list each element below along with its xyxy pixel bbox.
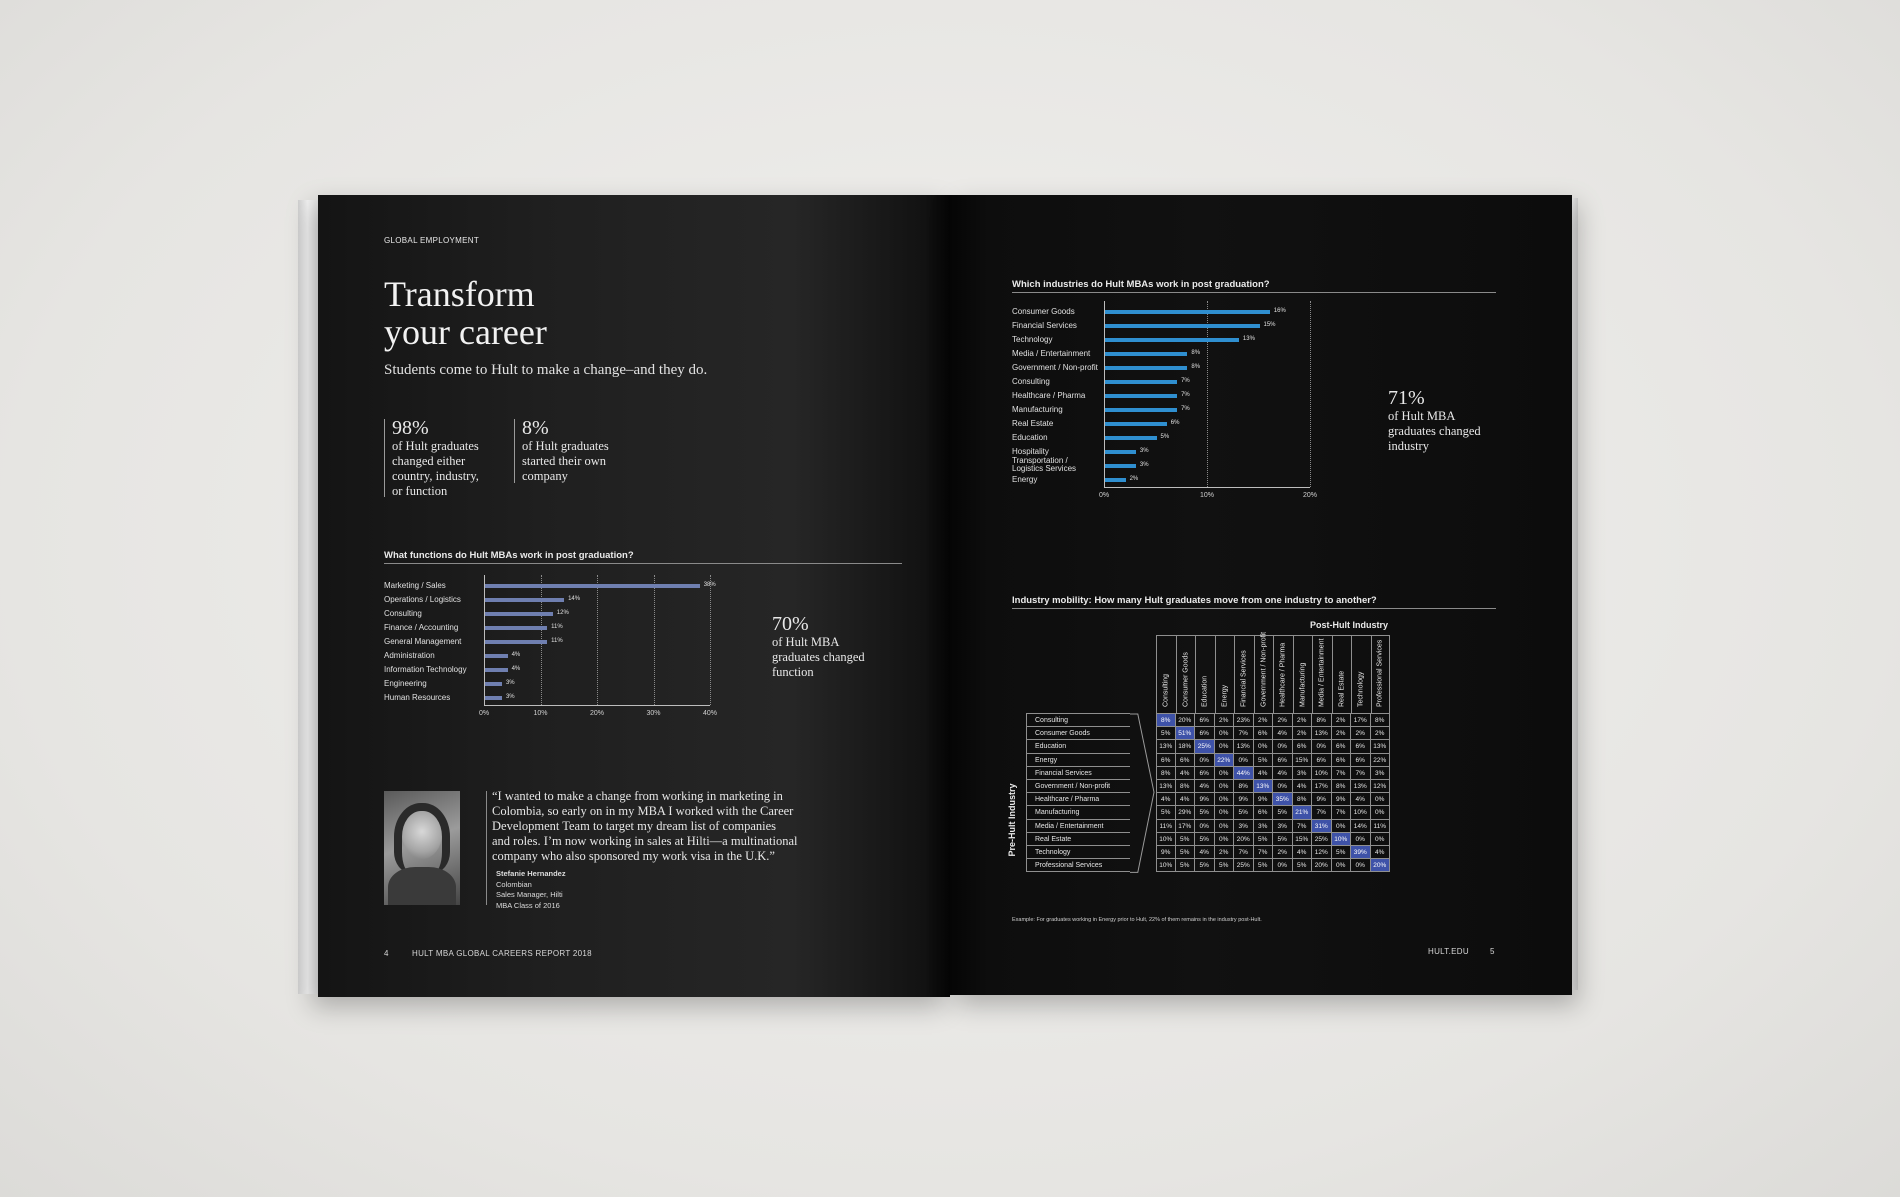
- bar-value-label: 38%: [703, 582, 716, 588]
- bar-value-label: 3%: [1139, 462, 1149, 468]
- footer-report-title: HULT MBA GLOBAL CAREERS REPORT 2018: [412, 949, 592, 958]
- bar: [1105, 394, 1177, 398]
- bar-category-label: Consulting: [384, 609, 422, 618]
- matrix-cell: 2%: [1215, 714, 1235, 727]
- bar-category-label: Education: [1012, 433, 1048, 442]
- bar-category-label: Financial Services: [1012, 321, 1077, 330]
- bar: [1105, 366, 1187, 370]
- bar-value-label: 3%: [1139, 448, 1149, 454]
- matrix-cell: 11%: [1371, 820, 1391, 833]
- matrix-cell: 12%: [1371, 780, 1391, 793]
- grid-line: [710, 575, 711, 705]
- grid-line: [1207, 301, 1208, 487]
- matrix-cell: 2%: [1351, 727, 1371, 740]
- matrix-cell: 10%: [1156, 833, 1176, 846]
- matrix-cell: 2%: [1293, 727, 1313, 740]
- matrix-cell: 0%: [1215, 793, 1235, 806]
- matrix-cell: 31%: [1312, 820, 1332, 833]
- bar-value-label: 11%: [551, 638, 563, 644]
- matrix-cell: 4%: [1273, 727, 1293, 740]
- matrix-cell: 4%: [1254, 767, 1274, 780]
- matrix-cell: 0%: [1195, 754, 1215, 767]
- matrix-column-label: Healthcare / Pharma: [1279, 642, 1287, 707]
- matrix-row-label: Energy: [1026, 754, 1130, 767]
- matrix-column-header: [1156, 635, 1176, 713]
- matrix-cell: 5%: [1332, 846, 1352, 859]
- matrix-cell: 44%: [1234, 767, 1254, 780]
- matrix-cell: 6%: [1195, 714, 1215, 727]
- matrix-cell: 6%: [1176, 754, 1196, 767]
- bar-category-label: Human Resources: [384, 693, 451, 702]
- matrix-column-label: Professional Services: [1376, 639, 1384, 707]
- matrix-cell: 8%: [1156, 714, 1176, 727]
- x-tick-label: 0%: [478, 710, 490, 717]
- matrix-cell: 8%: [1156, 767, 1176, 780]
- matrix-cell: 5%: [1234, 806, 1254, 819]
- matrix-cell: 4%: [1195, 846, 1215, 859]
- matrix-row-label: Healthcare / Pharma: [1026, 793, 1130, 806]
- bar: [485, 696, 502, 700]
- bar-value-label: 4%: [511, 666, 521, 672]
- bar-value-label: 4%: [511, 652, 521, 658]
- matrix-cell: 0%: [1215, 833, 1235, 846]
- bar: [485, 682, 502, 686]
- matrix-row-label: Government / Non-profit: [1026, 780, 1130, 793]
- matrix-cell: 17%: [1312, 780, 1332, 793]
- mobility-heading: Industry mobility: How many Hult graduates move from one industry to another?: [1012, 595, 1377, 606]
- matrix-cell: 0%: [1215, 780, 1235, 793]
- bar: [1105, 422, 1167, 426]
- matrix-cell: 0%: [1332, 859, 1352, 872]
- matrix-cell: 6%: [1254, 727, 1274, 740]
- bar-category-label: Government / Non-profit: [1012, 363, 1098, 372]
- x-tick-label: 10%: [533, 710, 548, 717]
- matrix-column-header: [1273, 635, 1293, 713]
- bar-value-label: 12%: [556, 610, 569, 616]
- footer-page-number: 5: [1490, 947, 1495, 956]
- matrix-cell: 9%: [1312, 793, 1332, 806]
- functions-callout: 70% of Hult MBA graduates changed function: [772, 613, 865, 679]
- matrix-cell: 17%: [1176, 820, 1196, 833]
- matrix-cell: 8%: [1312, 714, 1332, 727]
- pre-hult-label: Pre-Hult Industry: [1007, 783, 1017, 857]
- matrix-cell: 4%: [1371, 846, 1391, 859]
- matrix-column-label: Financial Services: [1240, 650, 1248, 707]
- matrix-cell: 10%: [1332, 833, 1352, 846]
- bracket-line: [1130, 714, 1154, 872]
- matrix-cell: 5%: [1195, 833, 1215, 846]
- matrix-column-header: [1312, 635, 1332, 713]
- heading-rule: [1012, 292, 1496, 293]
- matrix-cell: 0%: [1273, 859, 1293, 872]
- matrix-cell: 0%: [1215, 806, 1235, 819]
- matrix-cell: 6%: [1312, 754, 1332, 767]
- matrix-column-header: [1176, 635, 1196, 713]
- matrix-column-header: [1234, 635, 1254, 713]
- matrix-cell: 13%: [1351, 780, 1371, 793]
- matrix-cell: 8%: [1371, 714, 1391, 727]
- bar-category-label: Healthcare / Pharma: [1012, 391, 1086, 400]
- bar-category-label: Marketing / Sales: [384, 581, 446, 590]
- bar-category-label: Media / Entertainment: [1012, 349, 1091, 358]
- matrix-cell: 15%: [1293, 833, 1313, 846]
- matrix-column-header: [1371, 635, 1391, 713]
- bar-value-label: 7%: [1181, 392, 1190, 398]
- matrix-cell: 15%: [1293, 754, 1313, 767]
- matrix-cell: 2%: [1332, 727, 1352, 740]
- matrix-cell: 4%: [1273, 767, 1293, 780]
- x-axis-line: [484, 705, 710, 706]
- matrix-cell: 13%: [1156, 780, 1176, 793]
- matrix-cell: 3%: [1234, 820, 1254, 833]
- matrix-cell: 4%: [1176, 767, 1196, 780]
- matrix-column-header: [1254, 631, 1274, 713]
- bar: [485, 584, 700, 588]
- matrix-cell: 0%: [1371, 793, 1391, 806]
- matrix-column-label: Technology: [1357, 671, 1365, 707]
- bar-value-label: 7%: [1181, 406, 1190, 412]
- matrix-cell: 0%: [1234, 754, 1254, 767]
- matrix-cell: 7%: [1332, 806, 1352, 819]
- matrix-cell: 2%: [1273, 846, 1293, 859]
- matrix-cell: 5%: [1273, 806, 1293, 819]
- matrix-cell: 35%: [1273, 793, 1293, 806]
- matrix-cell: 25%: [1195, 740, 1215, 753]
- matrix-column-header: [1351, 635, 1371, 713]
- matrix-cell: 5%: [1254, 754, 1274, 767]
- matrix-cell: 0%: [1351, 859, 1371, 872]
- page-subtitle: Students come to Hult to make a change–and they do.: [384, 362, 708, 378]
- industries-chart: [1012, 301, 1372, 551]
- bar-value-label: 6%: [1170, 420, 1180, 426]
- matrix-cell: 0%: [1351, 833, 1371, 846]
- testimonial-attribution: Stefanie Hernandez Colombian Sales Manager, Hilti MBA Class of 2016: [496, 869, 566, 910]
- matrix-cell: 6%: [1351, 754, 1371, 767]
- matrix-cell: 20%: [1176, 714, 1196, 727]
- hair-shape: [394, 803, 450, 873]
- matrix-cell: 5%: [1293, 859, 1313, 872]
- matrix-cell: 4%: [1176, 793, 1196, 806]
- matrix-row-label: Manufacturing: [1026, 806, 1130, 819]
- bar-category-label: General Management: [384, 637, 462, 646]
- testimonial-quote: “I wanted to make a change from working in marketing in Colombia, so early on in my MBA I worked with the Career Development Team to target my dream list of companies and roles. I’m now working in sales at Hilti—a multinational company who also sponsored my work visa in the U.K.”: [492, 789, 798, 863]
- x-tick-label: 0%: [1098, 492, 1110, 499]
- matrix-cell: 51%: [1176, 727, 1196, 740]
- grid-line: [597, 575, 598, 705]
- matrix-cell: 4%: [1195, 780, 1215, 793]
- x-tick-label: 10%: [1199, 492, 1215, 499]
- matrix-cell: 20%: [1371, 859, 1391, 872]
- bar-category-label: Transportation / Logistics Services: [1012, 456, 1077, 473]
- matrix-row-label: Professional Services: [1026, 859, 1130, 872]
- matrix-cell: 4%: [1293, 846, 1313, 859]
- matrix-column-label: Media / Entertainment: [1318, 638, 1326, 707]
- industries-chart-heading: Which industries do Hult MBAs work in post graduation?: [1012, 279, 1270, 290]
- bar: [1105, 408, 1177, 412]
- matrix-cell: 6%: [1254, 806, 1274, 819]
- bar-value-label: 3%: [505, 680, 515, 686]
- matrix-column-label: Consulting: [1162, 673, 1170, 707]
- quote-divider: [486, 791, 487, 905]
- matrix-cell: 6%: [1332, 740, 1352, 753]
- matrix-row-label: Media / Entertainment: [1026, 820, 1130, 833]
- bar-value-label: 7%: [1181, 378, 1190, 384]
- matrix-column-label: Consumer Goods: [1182, 652, 1190, 707]
- matrix-cell: 3%: [1371, 767, 1391, 780]
- bar-value-label: 2%: [1129, 476, 1139, 482]
- matrix-cell: 3%: [1293, 767, 1313, 780]
- matrix-row-label: Real Estate: [1026, 833, 1130, 846]
- matrix-row-label: Financial Services: [1026, 767, 1130, 780]
- bar-category-label: Finance / Accounting: [384, 623, 459, 632]
- grid-line: [654, 575, 655, 705]
- matrix-cell: 11%: [1156, 820, 1176, 833]
- matrix-cell: 25%: [1234, 859, 1254, 872]
- heading-rule: [1012, 608, 1496, 609]
- matrix-cell: 0%: [1332, 820, 1352, 833]
- matrix-cell: 6%: [1156, 754, 1176, 767]
- matrix-cell: 10%: [1312, 767, 1332, 780]
- bar: [1105, 380, 1177, 384]
- bar-category-label: Consulting: [1012, 377, 1050, 386]
- grid-line: [1310, 301, 1311, 487]
- matrix-cell: 5%: [1176, 833, 1196, 846]
- matrix-cell: 17%: [1351, 714, 1371, 727]
- matrix-cell: 6%: [1351, 740, 1371, 753]
- matrix-cell: 2%: [1215, 846, 1235, 859]
- matrix-cell: 0%: [1195, 820, 1215, 833]
- x-tick-label: 20%: [589, 710, 605, 717]
- bar: [1105, 310, 1270, 314]
- matrix-cell: 20%: [1234, 833, 1254, 846]
- bar-value-label: 14%: [568, 596, 581, 602]
- heading-rule: [384, 563, 902, 564]
- matrix-cell: 10%: [1156, 859, 1176, 872]
- matrix-cell: 2%: [1254, 714, 1274, 727]
- bar: [1105, 352, 1187, 356]
- matrix-cell: 3%: [1273, 820, 1293, 833]
- industries-callout: 71% of Hult MBA graduates changed industry: [1388, 387, 1481, 453]
- matrix-cell: 6%: [1332, 754, 1352, 767]
- stat-98: 98% of Hult graduates changed either country, industry, or function: [392, 417, 479, 498]
- matrix-cell: 2%: [1273, 714, 1293, 727]
- x-tick-label: 40%: [702, 710, 718, 717]
- x-tick-label: 30%: [646, 710, 661, 717]
- bar: [485, 612, 553, 616]
- matrix-cell: 0%: [1215, 740, 1235, 753]
- matrix-cell: 7%: [1332, 767, 1352, 780]
- bar: [485, 598, 564, 602]
- x-tick-label: 20%: [1302, 492, 1318, 499]
- matrix-cell: 5%: [1254, 859, 1274, 872]
- matrix-cell: 0%: [1215, 767, 1235, 780]
- matrix-column-label: Energy: [1221, 684, 1229, 707]
- bar-category-label: Technology: [1012, 335, 1053, 344]
- bar: [1105, 450, 1136, 454]
- matrix-cell: 25%: [1312, 833, 1332, 846]
- bar-category-label: Engineering: [384, 679, 427, 688]
- matrix-row-label: Technology: [1026, 846, 1130, 859]
- bar-category-label: Information Technology: [384, 665, 467, 674]
- matrix-column-header: [1293, 635, 1313, 713]
- matrix-column-header: [1195, 635, 1215, 713]
- bar: [1105, 436, 1157, 440]
- bar-category-label: Real Estate: [1012, 419, 1054, 428]
- matrix-cell: 6%: [1195, 767, 1215, 780]
- bar-value-label: 15%: [1263, 322, 1276, 328]
- matrix-column-header: [1215, 635, 1235, 713]
- bar: [485, 640, 547, 644]
- matrix-cell: 5%: [1195, 859, 1215, 872]
- matrix-cell: 0%: [1254, 740, 1274, 753]
- matrix-column-label: Government / Non-profit: [1260, 631, 1268, 707]
- matrix-cell: 13%: [1156, 740, 1176, 753]
- bar-value-label: 5%: [1160, 434, 1170, 440]
- stat-divider: [514, 419, 515, 483]
- x-axis-line: [1104, 487, 1310, 488]
- matrix-cell: 7%: [1293, 820, 1313, 833]
- matrix-cell: 12%: [1312, 846, 1332, 859]
- matrix-cell: 18%: [1176, 740, 1196, 753]
- matrix-cell: 23%: [1234, 714, 1254, 727]
- matrix-cell: 2%: [1293, 714, 1313, 727]
- matrix-cell: 5%: [1176, 859, 1196, 872]
- matrix-cell: 7%: [1312, 806, 1332, 819]
- matrix-column-label: Real Estate: [1338, 670, 1346, 707]
- footer-site: HULT.EDU: [1428, 947, 1469, 956]
- bar-value-label: 8%: [1191, 364, 1201, 370]
- matrix-row-label: Consulting: [1026, 714, 1130, 727]
- matrix-cell: 0%: [1215, 820, 1235, 833]
- matrix-cell: 9%: [1254, 793, 1274, 806]
- matrix-cell: 6%: [1195, 727, 1215, 740]
- post-hult-label: Post-Hult Industry: [1310, 620, 1388, 630]
- matrix-cell: 13%: [1371, 740, 1391, 753]
- matrix-cell: 0%: [1371, 833, 1391, 846]
- bar-value-label: 3%: [505, 694, 515, 700]
- matrix-cell: 5%: [1195, 806, 1215, 819]
- matrix-cell: 22%: [1215, 754, 1235, 767]
- matrix-cell: 13%: [1234, 740, 1254, 753]
- matrix-cell: 0%: [1215, 727, 1235, 740]
- matrix-cell: 4%: [1156, 793, 1176, 806]
- bar-category-label: Energy: [1012, 475, 1038, 484]
- matrix-cell: 5%: [1156, 806, 1176, 819]
- bar: [485, 654, 508, 658]
- matrix-cell: 9%: [1195, 793, 1215, 806]
- bar: [485, 626, 547, 630]
- bar: [1105, 338, 1239, 342]
- matrix-cell: 6%: [1293, 740, 1313, 753]
- matrix-cell: 9%: [1156, 846, 1176, 859]
- bar: [1105, 324, 1260, 328]
- matrix-cell: 2%: [1371, 727, 1391, 740]
- bar-category-label: Consumer Goods: [1012, 307, 1075, 316]
- matrix-cell: 5%: [1176, 846, 1196, 859]
- matrix-cell: 8%: [1234, 780, 1254, 793]
- matrix-cell: 4%: [1351, 793, 1371, 806]
- matrix-cell: 0%: [1312, 740, 1332, 753]
- matrix-cell: 8%: [1176, 780, 1196, 793]
- matrix-cell: 22%: [1371, 754, 1391, 767]
- shoulders-shape: [388, 867, 456, 905]
- matrix-cell: 5%: [1254, 833, 1274, 846]
- bar-value-label: 16%: [1273, 308, 1286, 314]
- matrix-cell: 0%: [1273, 780, 1293, 793]
- matrix-cell: 8%: [1293, 793, 1313, 806]
- matrix-cell: 0%: [1273, 740, 1293, 753]
- matrix-column-label: Manufacturing: [1299, 662, 1307, 707]
- functions-chart: [384, 575, 718, 735]
- bar: [1105, 464, 1136, 468]
- matrix-cell: 9%: [1332, 793, 1352, 806]
- matrix-column-label: Education: [1201, 675, 1209, 707]
- matrix-bracket: [1130, 713, 1156, 873]
- matrix-cell: 5%: [1215, 859, 1235, 872]
- bar-category-label: Administration: [384, 651, 435, 660]
- matrix-cell: 10%: [1351, 806, 1371, 819]
- matrix-cell: 21%: [1293, 806, 1313, 819]
- example-note: Example: For graduates working in Energy prior to Hult, 22% of them remains in the industry post-Hult.: [1012, 917, 1262, 923]
- bar-category-label: Hospitality: [1012, 447, 1049, 456]
- testimonial-photo: [384, 791, 460, 905]
- bar-category-label: Operations / Logistics: [384, 595, 461, 604]
- bar-value-label: 13%: [1242, 336, 1255, 342]
- matrix-cell: 4%: [1293, 780, 1313, 793]
- matrix-cell: 20%: [1312, 859, 1332, 872]
- matrix-cell: 6%: [1273, 754, 1293, 767]
- matrix-cell: 3%: [1254, 820, 1274, 833]
- matrix-cell: 7%: [1254, 846, 1274, 859]
- matrix-cell: 0%: [1371, 806, 1391, 819]
- mobility-matrix: [1026, 631, 1506, 935]
- matrix-cell: 29%: [1176, 806, 1196, 819]
- bar: [1105, 478, 1126, 482]
- matrix-cell: 9%: [1234, 793, 1254, 806]
- matrix-cell: 14%: [1351, 820, 1371, 833]
- matrix-column-header: [1332, 635, 1352, 713]
- page-title: Transform your career: [384, 274, 547, 352]
- matrix-cell: 13%: [1312, 727, 1332, 740]
- matrix-cell: 5%: [1156, 727, 1176, 740]
- matrix-cell: 5%: [1273, 833, 1293, 846]
- left-page: [318, 195, 950, 997]
- bar-value-label: 8%: [1191, 350, 1201, 356]
- right-page: [950, 195, 1572, 995]
- stat-8: 8% of Hult graduates started their own company: [522, 417, 609, 483]
- section-label: GLOBAL EMPLOYMENT: [384, 236, 480, 245]
- stat-divider: [384, 419, 385, 497]
- matrix-cell: 2%: [1332, 714, 1352, 727]
- footer-page-number: 4: [384, 949, 389, 958]
- bar: [485, 668, 508, 672]
- matrix-row-label: Education: [1026, 740, 1130, 753]
- matrix-row-label: Consumer Goods: [1026, 727, 1130, 740]
- bar-category-label: Manufacturing: [1012, 405, 1063, 414]
- matrix-cell: 7%: [1351, 767, 1371, 780]
- functions-chart-heading: What functions do Hult MBAs work in post graduation?: [384, 550, 634, 561]
- matrix-cell: 39%: [1351, 846, 1371, 859]
- bar-value-label: 11%: [551, 624, 563, 630]
- matrix-cell: 7%: [1234, 846, 1254, 859]
- matrix-cell: 8%: [1332, 780, 1352, 793]
- matrix-cell: 7%: [1234, 727, 1254, 740]
- matrix-cell: 13%: [1254, 780, 1274, 793]
